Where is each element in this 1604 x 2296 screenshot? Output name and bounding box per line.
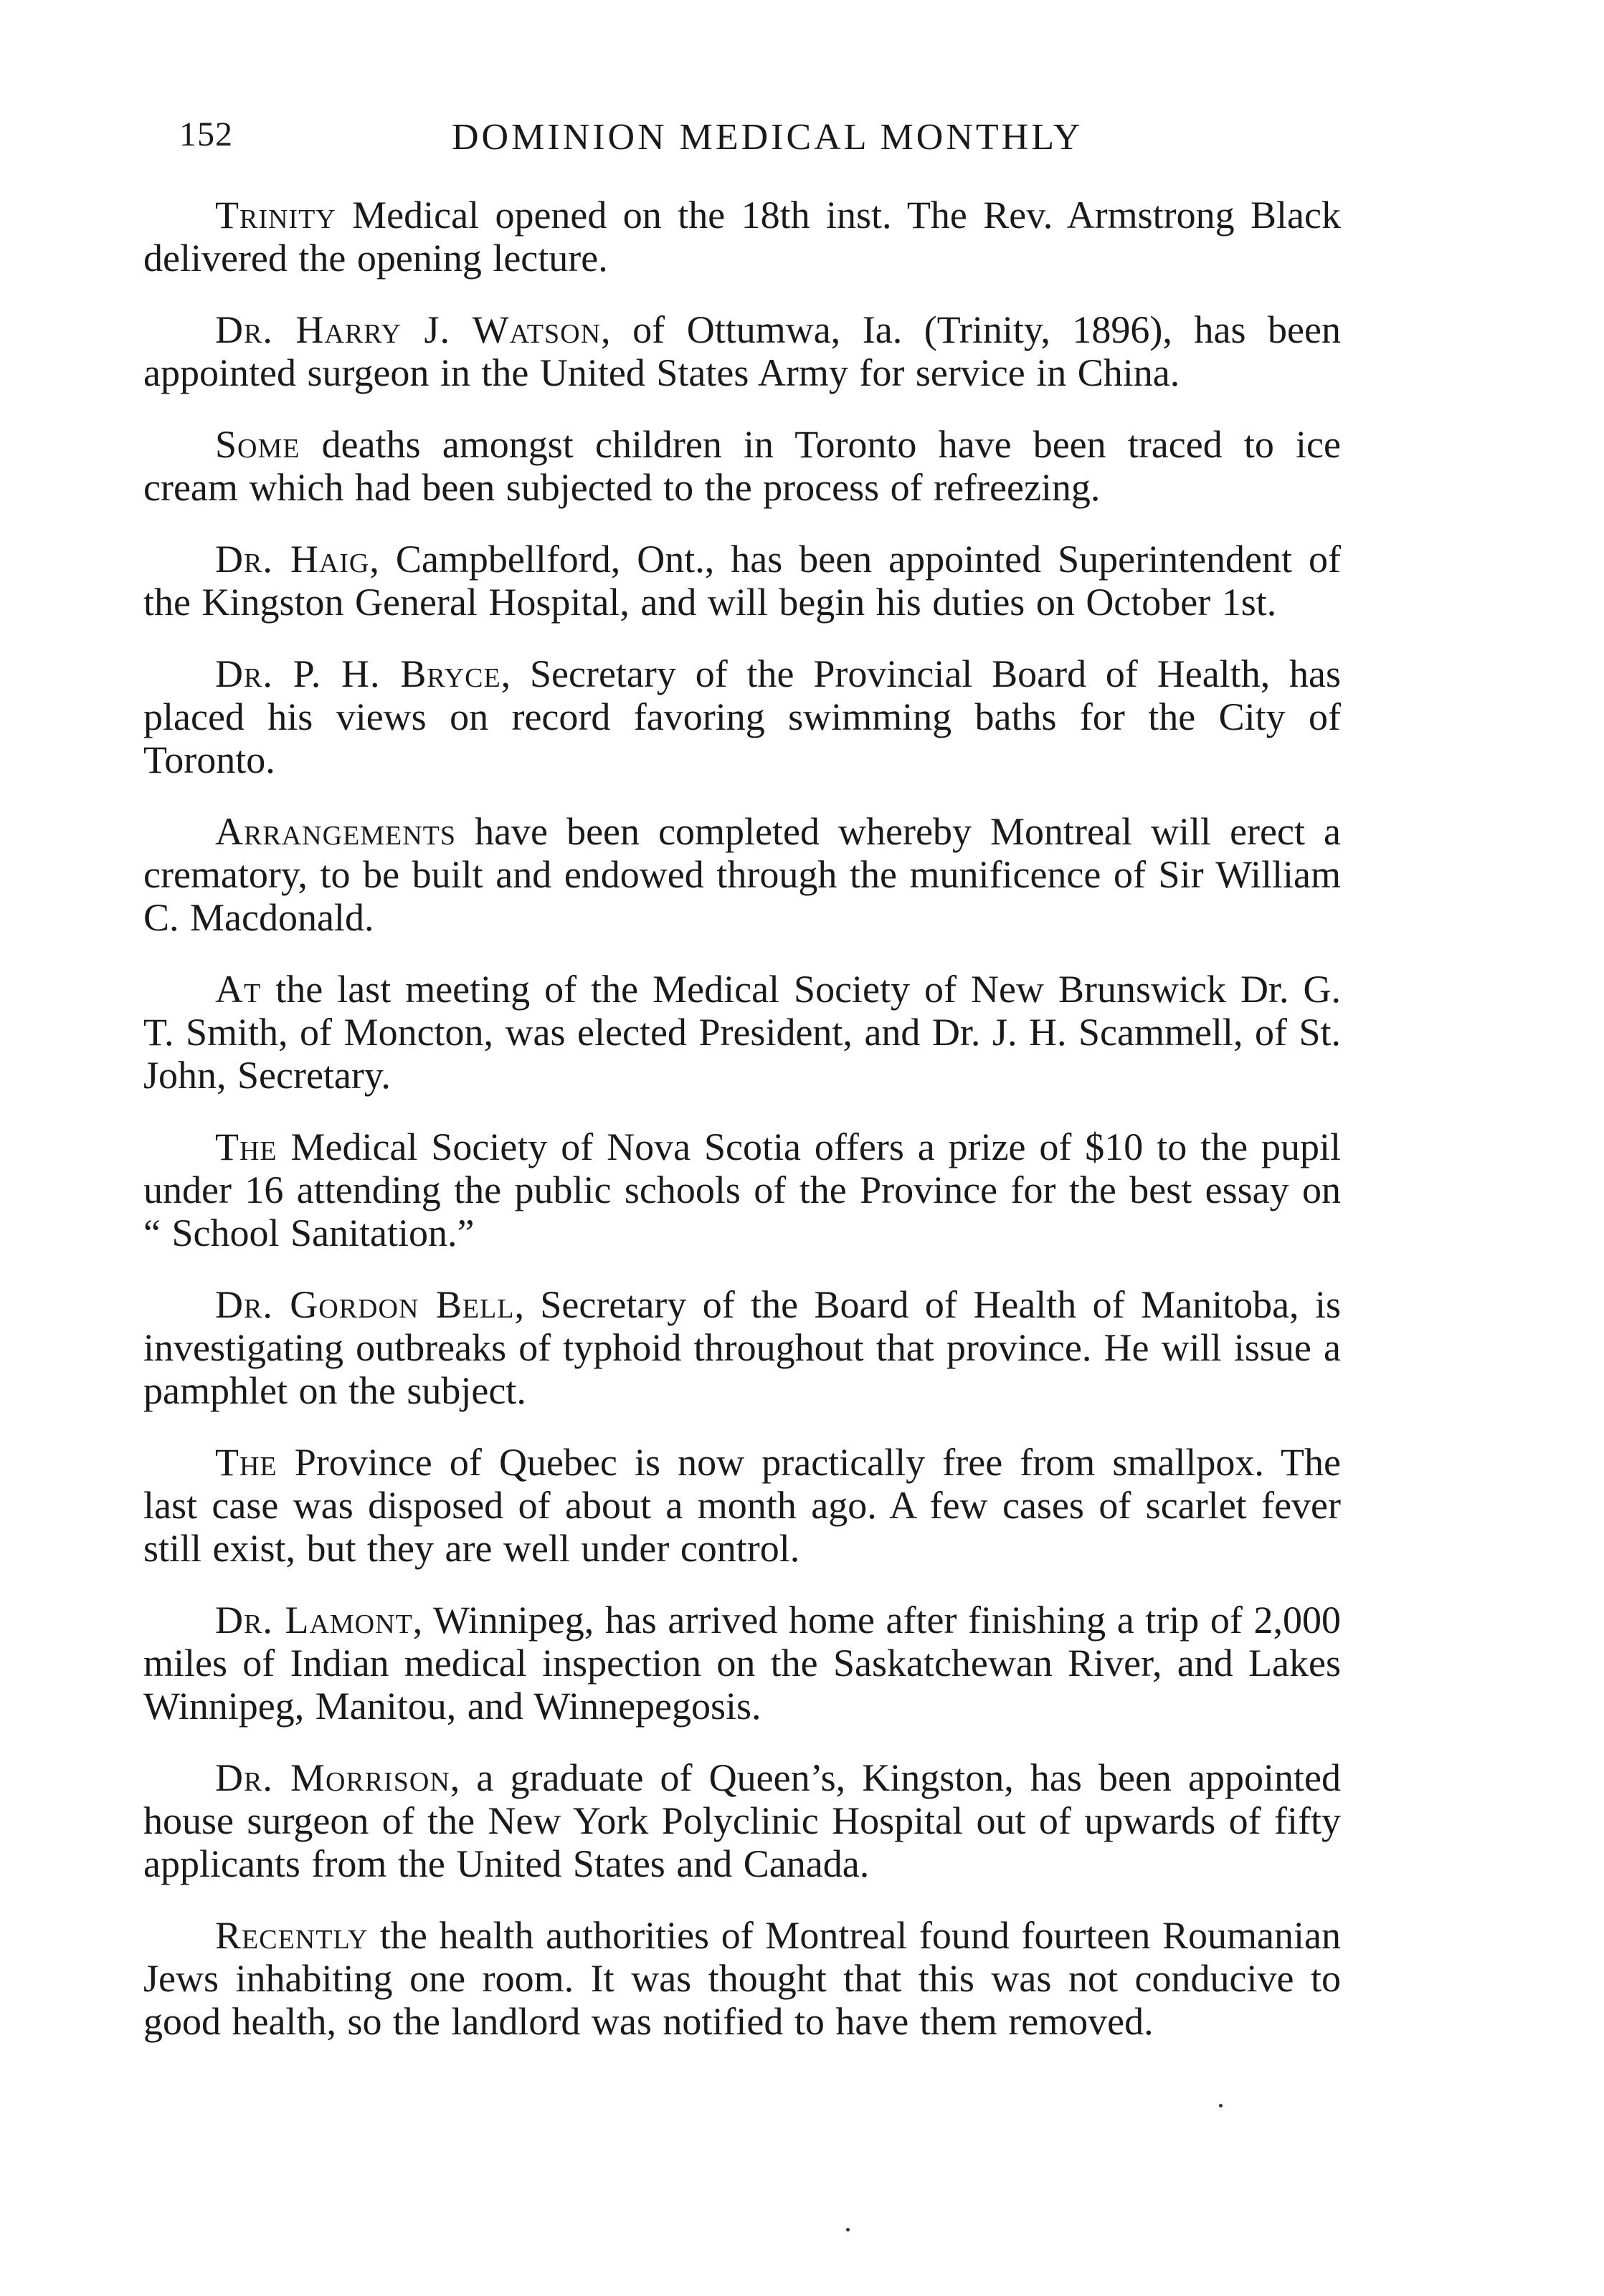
item-lead: Dr. Harry J. Watson (215, 308, 602, 351)
item-text: Medical Society of Nova Scotia offers a prize of $10 to the pupil under 16 attending the public schools of the Province for the best essay on “ School Sanitation.” (143, 1125, 1341, 1254)
news-item (143, 538, 1341, 624)
item-lead: Arrangements (215, 810, 457, 853)
item-lead: Dr. P. H. Bryce (215, 652, 501, 695)
news-item (143, 1914, 1341, 2043)
item-text: , of Ottumwa, Ia. (Trinity, 1896), has been appointed surgeon in the United States Army for service in China. (143, 308, 1341, 394)
news-item (143, 423, 1341, 509)
news-item (143, 1599, 1341, 1728)
item-text: , Secretary of the Provincial Board of Health, has placed his views on record favoring swimming baths for the City of Toronto. (143, 652, 1342, 781)
news-item (143, 810, 1341, 939)
news-item (143, 308, 1341, 394)
running-head: DOMINION MEDICAL MONTHLY (452, 117, 1083, 158)
item-text: , Winnipeg, has arrived home after finishing a trip of 2,000 miles of Indian medical inspection on the Saskatchewan River, and Lakes Winnipeg, Manitou, and Winnepegosis. (143, 1599, 1341, 1728)
page-header (143, 100, 1341, 179)
item-lead: Dr. Gordon Bell (215, 1283, 515, 1326)
item-text: , Secretary of the Board of Health of Manitoba, is investigating outbreaks of typhoid throughout that province. He will issue a pamphlet on the subject. (143, 1283, 1341, 1412)
item-lead: Recently (215, 1914, 369, 1957)
item-lead: The (215, 1125, 277, 1168)
news-items (143, 194, 1341, 2043)
item-text: have been completed whereby Montreal will erect a crematory, to be built and endowed through the munificence of Sir William C. Macdonald. (143, 810, 1341, 939)
item-text: Province of Quebec is now practically free from smallpox. The last case was disposed of about a month ago. A few cases of scarlet fever still exist, but they are well under control. (143, 1441, 1341, 1570)
item-text: deaths amongst children in Toronto have been traced to ice cream which had been subjected to the process of refreezing. (143, 423, 1341, 509)
item-lead: At (215, 968, 262, 1011)
item-text: , a graduate of Queen’s, Kingston, has been appointed house surgeon of the New York Polyclinic Hospital out of upwards of fifty applicants from the United States and Canada. (143, 1756, 1341, 1885)
page-number: 152 (179, 115, 233, 153)
item-text: Medical opened on the 18th inst. The Rev. Armstrong Black delivered the opening lecture. (143, 194, 1341, 280)
item-lead: Trinity (215, 194, 336, 237)
news-item (143, 1756, 1341, 1885)
news-item (143, 1283, 1341, 1412)
item-lead: Dr. Lamont (215, 1599, 413, 1642)
news-item (143, 1125, 1341, 1254)
print-speck (1219, 2104, 1223, 2107)
page (143, 100, 1341, 2072)
item-text: the health authorities of Montreal found fourteen Roumanian Jews inhabiting one room. It was thought that this was not conducive to good health, so the landlord was notified to have them removed. (143, 1914, 1341, 2043)
item-lead: The (215, 1441, 277, 1484)
item-text: , Campbellford, Ont., has been appointed Superintendent of the Kingston General Hospital, and will begin his duties on October 1st. (143, 538, 1341, 624)
item-lead: Dr. Haig (215, 538, 370, 581)
news-item (143, 968, 1341, 1097)
news-item (143, 1441, 1341, 1570)
print-speck (846, 2228, 850, 2231)
item-lead: Some (215, 423, 300, 466)
item-text: the last meeting of the Medical Society of New Brunswick Dr. G. T. Smith, of Moncton, was elected President, and Dr. J. H. Scammell, of St. John, Secretary. (143, 968, 1341, 1097)
item-lead: Dr. Morrison (215, 1756, 450, 1799)
news-item (143, 652, 1341, 781)
news-item (143, 194, 1341, 280)
